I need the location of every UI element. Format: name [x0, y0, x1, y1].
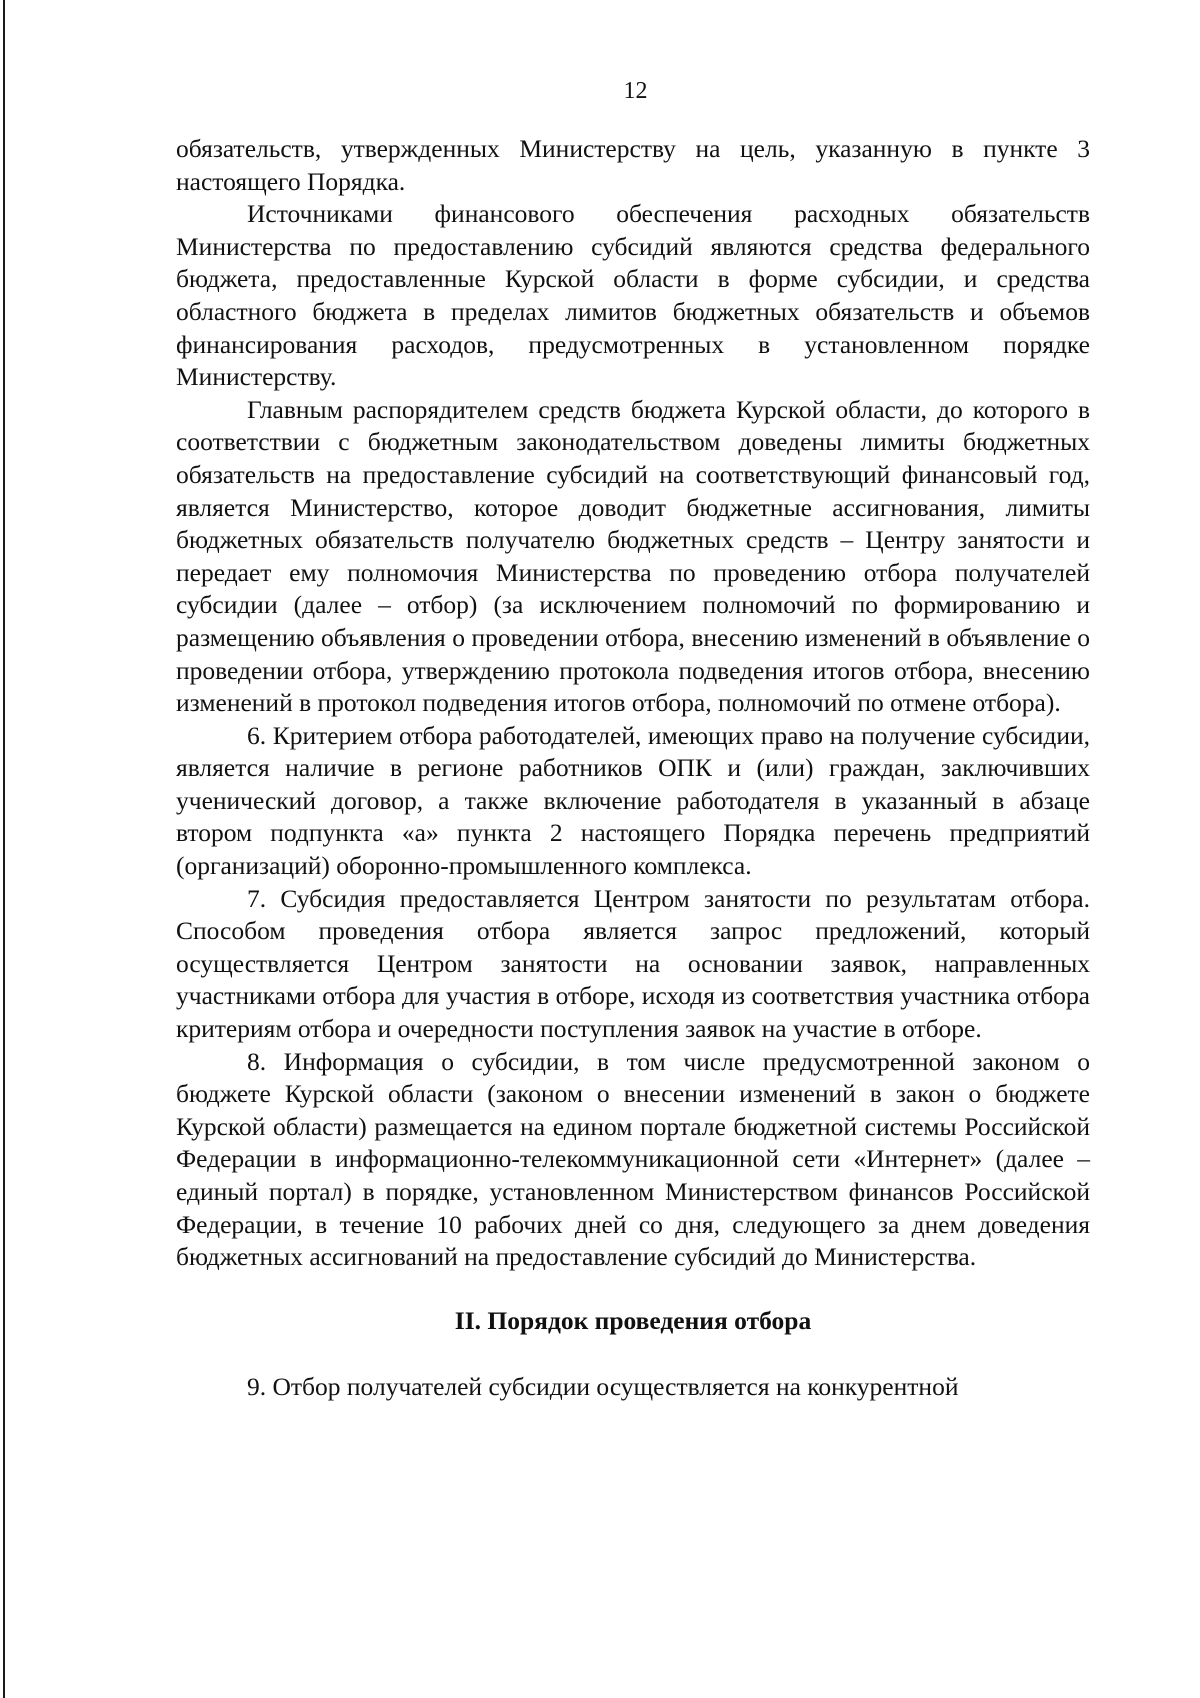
document-body	[176, 133, 1090, 1404]
scan-edge-line	[3, 0, 5, 1698]
section-heading: II. Порядок проведения отбора	[454, 1305, 812, 1335]
page-number: 12	[623, 78, 648, 104]
paragraph-item-9: 9. Отбор получателей субсидии осуществляется на конкурентной	[247, 1372, 959, 1402]
paragraph-funding-sources: Источниками финансового обеспечения расходных обязательств Министерства по предоставлению субсидий являются средства федерального бюджета, предоставленные Курской области в форме субсидии, и средства областного бюджета в пределах лимитов бюджетных обязательств и объемов финансирования расходов, предусмотренных в установленном порядке Министерству.	[176, 199, 1090, 392]
paragraph-continuation: обязательств, утвержденных Министерству на цель, указанную в пункте 3 настоящего Порядка.	[176, 134, 1090, 196]
paragraph-item-7: 7. Субсидия предоставляется Центром занятости по результатам отбора. Способом проведения отбора является запрос предложений, который осуществляется Центром занятости на основании заявок, направленных участниками отбора для участия в отборе, исходя из соответствия участника отбора критериям отбора и очередности поступления заявок на участие в отборе.	[176, 883, 1090, 1044]
paragraph-main-administrator: Главным распорядителем средств бюджета Курской области, до которого в соответствии с бюджетным законодательством доведены лимиты бюджетных обязательств на предоставление субсидий на соответствующий финансовый год, является Министерство, которое доводит бюджетные ассигнования, лимиты бюджетных обязательств получателю бюджетных средств – Центру занятости и передает ему полномочия Министерства по проведению отбора получателей субсидии (далее – отбор) (за исключением полномочий по формированию и размещению объявления о проведении отбора, внесению изменений в объявление о проведении отбора, утверждению протокола подведения итогов отбора, внесению изменений в протокол подведения итогов отбора, полномочий по отмене отбора).	[176, 394, 1090, 718]
paragraph-item-6: 6. Критерием отбора работодателей, имеющих право на получение субсидии, является наличие в регионе работников ОПК и (или) граждан, заключивших ученический договор, а также включение работодателя в указанный в абзаце втором подпункта «а» пункта 2 настоящего Порядка перечень предприятий (организаций) оборонно-промышленного комплекса.	[176, 720, 1090, 881]
paragraph-item-8: 8. Информация о субсидии, в том числе предусмотренной законом о бюджете Курской области (законом о внесении изменений в закон о бюджете Курской области) размещается на едином портале бюджетной системы Российской Федерации в информационно-телекоммуникационной сети «Интернет» (далее – единый портал) в порядке, установленном Министерством финансов Российской Федерации, в течение 10 рабочих дней со дня, следующего за днем доведения бюджетных ассигнований на предоставление субсидий до Министерства.	[176, 1046, 1090, 1272]
